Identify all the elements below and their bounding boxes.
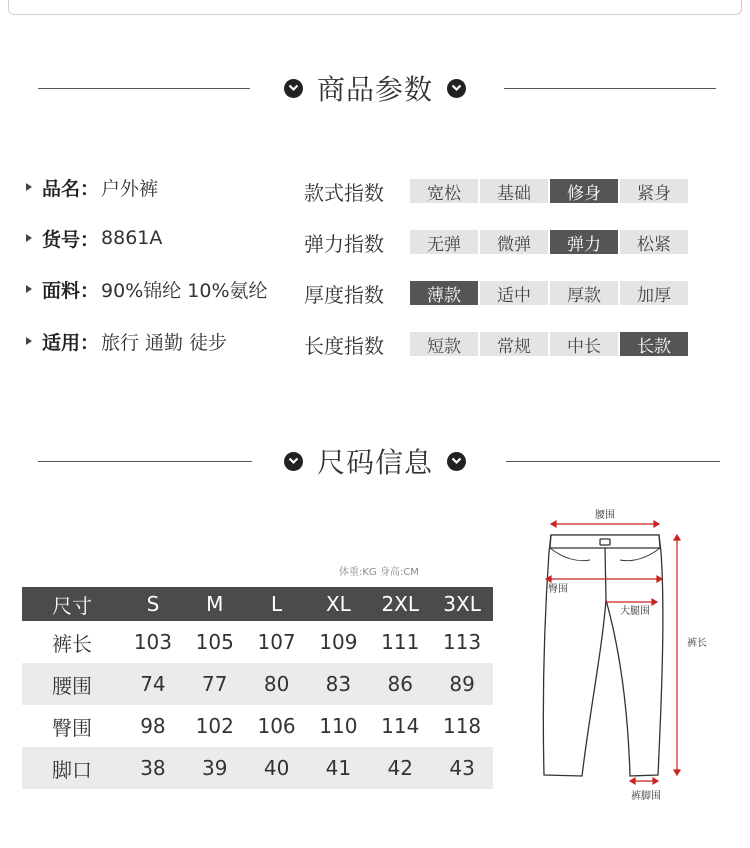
param-key: 面料：: [42, 279, 100, 302]
header-cell: L: [246, 587, 308, 621]
table-cell: 40: [246, 747, 308, 789]
chevron-down-icon: [447, 79, 466, 98]
param-key: 货号：: [42, 228, 100, 251]
table-cell: 102: [195, 714, 234, 738]
table-cell: 38: [122, 747, 184, 789]
table-cell: 118: [442, 714, 482, 738]
option-chip: 厚款: [550, 281, 618, 305]
param-value: 户外裤: [101, 177, 159, 200]
index-row-style: [304, 176, 688, 206]
param-key: 品名：: [42, 177, 100, 200]
option-chip: 基础: [480, 179, 548, 203]
table-cell: 98: [140, 714, 166, 738]
header-cell: M: [184, 587, 246, 621]
table-cell: 105: [195, 630, 234, 654]
option-chip: 常规: [480, 332, 548, 356]
index-row-thickness: [304, 278, 688, 308]
hip-label: 臀围: [548, 584, 568, 595]
table-cell: 89: [431, 663, 493, 705]
table-cell: 110: [319, 714, 358, 738]
option-chip: 无弹: [410, 230, 478, 254]
waist-label: 腰围: [595, 510, 615, 521]
size-table: [22, 587, 493, 789]
option-chip: 适中: [480, 281, 548, 305]
header-cell: 3XL: [431, 587, 493, 621]
params-section-title: 商品参数: [316, 73, 433, 106]
index-label: 厚度指数: [304, 282, 384, 307]
param-value: 旅行 通勤 徒步: [101, 331, 228, 354]
table-cell: 111: [381, 630, 420, 654]
table-cell: 80: [246, 663, 308, 705]
bullet-triangle-icon: [26, 337, 32, 345]
bullet-triangle-icon: [26, 183, 32, 191]
table-cell: 39: [184, 747, 246, 789]
index-label: 弹力指数: [304, 231, 384, 256]
pants-outline: [543, 535, 663, 776]
param-row-usage: [26, 326, 227, 356]
table-row: [22, 705, 493, 747]
table-cell: 77: [184, 663, 246, 705]
table-cell: 106: [257, 714, 296, 738]
option-chip: 宽松: [410, 179, 478, 203]
table-cell: 113: [442, 630, 482, 654]
header-cell: 尺寸: [22, 587, 122, 621]
option-chip: 紧身: [620, 179, 688, 203]
unit-note: 体重:KG 身高:CM: [339, 567, 419, 578]
table-row: [22, 747, 493, 789]
option-chip-selected: 修身: [550, 179, 618, 203]
table-cell: 86: [369, 663, 431, 705]
chevron-down-icon: [447, 452, 466, 471]
table-header-row: [22, 587, 493, 621]
option-chip: 短款: [410, 332, 478, 356]
option-chip: 中长: [550, 332, 618, 356]
pants-diagram: [520, 500, 740, 810]
param-key: 适用：: [42, 331, 100, 354]
option-chip-selected: 薄款: [410, 281, 478, 305]
table-row: [22, 621, 493, 663]
table-cell: 109: [319, 630, 358, 654]
table-cell: 裤长: [52, 631, 92, 656]
option-chip-selected: 弹力: [550, 230, 618, 254]
top-frame: [8, 0, 742, 15]
header-cell: 2XL: [369, 587, 431, 621]
table-cell: 脚口: [22, 747, 122, 789]
option-chip: 松紧: [620, 230, 688, 254]
table-cell: 臀围: [52, 715, 92, 740]
table-cell: 腰围: [22, 663, 122, 705]
index-row-elasticity: [304, 227, 688, 257]
params-section-header: [0, 68, 750, 108]
length-label: 裤长: [687, 638, 707, 649]
table-cell: 42: [369, 747, 431, 789]
param-row-sku: [26, 223, 162, 253]
chevron-down-icon: [284, 452, 303, 471]
thigh-label: 大腿围: [620, 606, 650, 617]
index-row-length: [304, 329, 688, 359]
index-label: 长度指数: [304, 333, 384, 358]
bullet-triangle-icon: [26, 285, 32, 293]
bullet-triangle-icon: [26, 234, 32, 242]
size-section-title: 尺码信息: [316, 446, 433, 479]
table-cell: 41: [307, 747, 369, 789]
header-cell: XL: [307, 587, 369, 621]
table-cell: 114: [381, 714, 420, 738]
index-label: 款式指数: [304, 180, 384, 205]
option-chip: 加厚: [620, 281, 688, 305]
table-cell: 43: [431, 747, 493, 789]
header-cell: S: [122, 587, 184, 621]
param-value: 8861A: [101, 227, 163, 249]
param-row-fabric: [26, 274, 268, 304]
option-chip: 微弹: [480, 230, 548, 254]
table-cell: 83: [307, 663, 369, 705]
table-row: [22, 663, 493, 705]
hem-label: 裤脚围: [631, 791, 661, 802]
size-section-header: [0, 441, 750, 481]
param-row-name: [26, 172, 158, 202]
table-cell: 107: [257, 630, 296, 654]
table-cell: 103: [133, 630, 172, 654]
chevron-down-icon: [284, 79, 303, 98]
option-chip-selected: 长款: [620, 332, 688, 356]
param-value: 90%锦纶 10%氨纶: [101, 279, 268, 302]
table-cell: 74: [122, 663, 184, 705]
